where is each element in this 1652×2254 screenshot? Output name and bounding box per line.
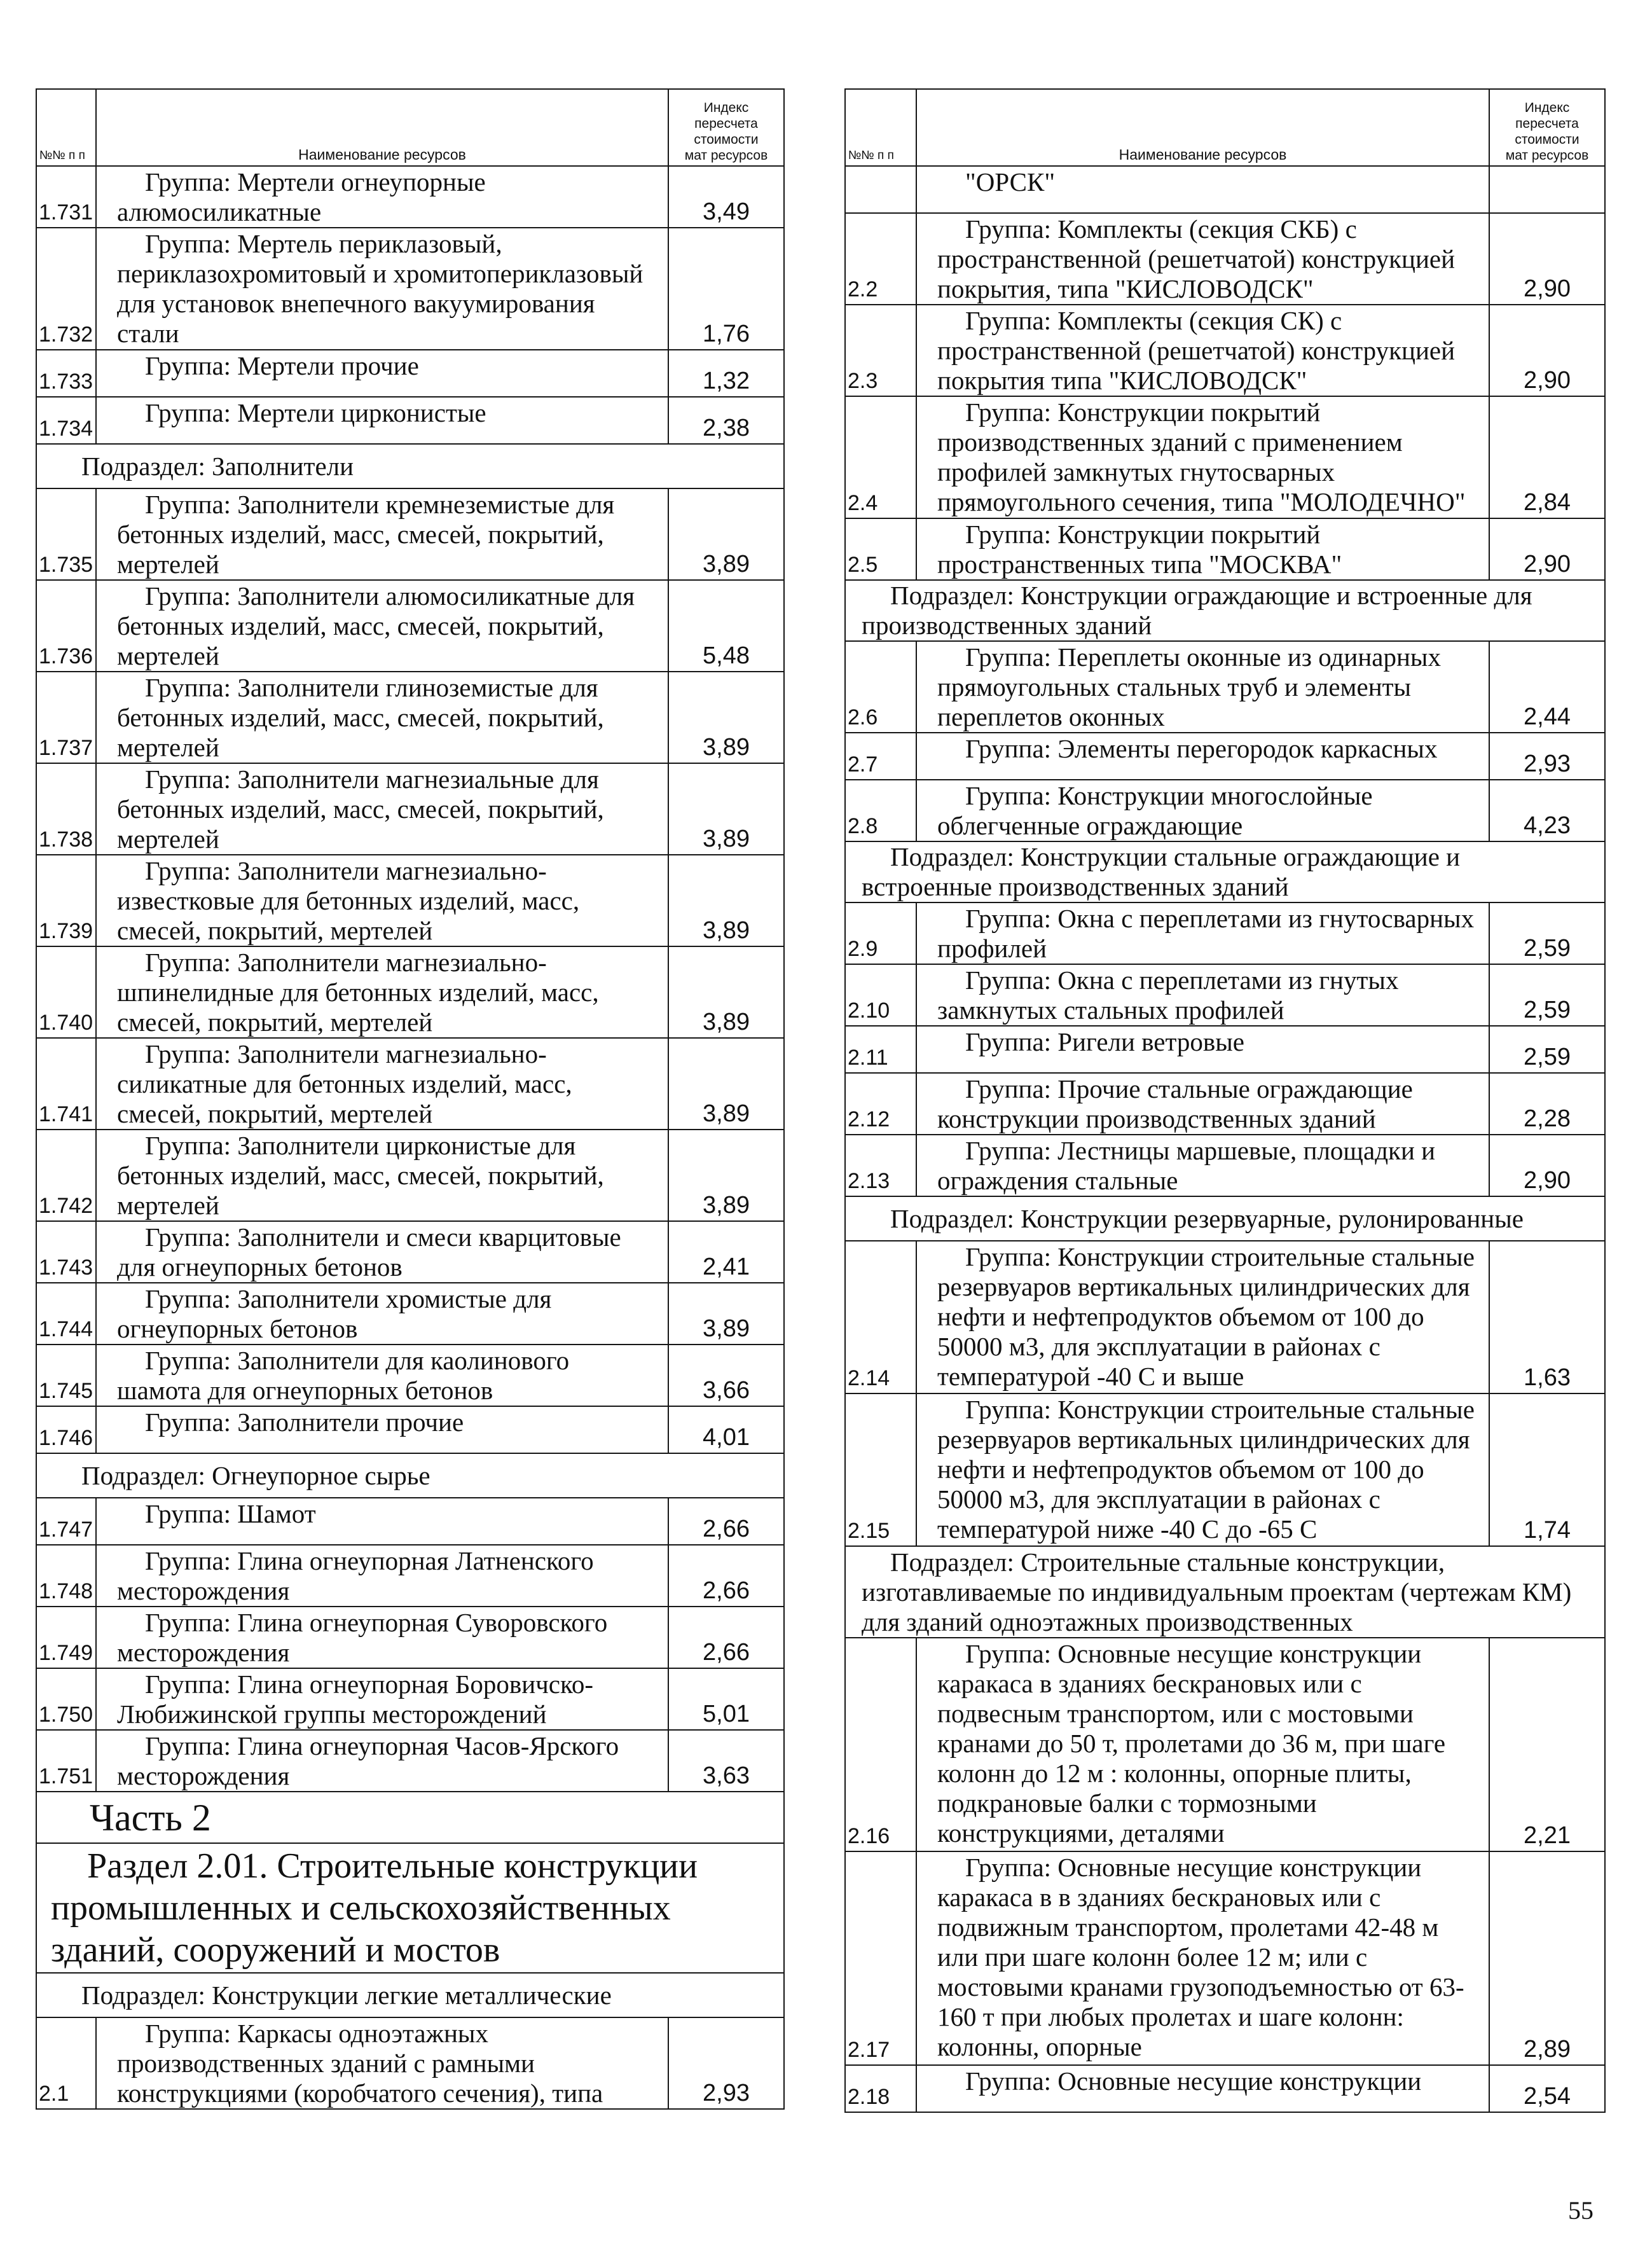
item-number: 2.9 bbox=[845, 902, 916, 964]
item-number: 2.4 bbox=[845, 396, 916, 518]
item-number: 1.749 bbox=[36, 1607, 96, 1668]
price-index: 2,59 bbox=[1489, 1026, 1605, 1073]
subsection-row bbox=[36, 444, 784, 488]
price-index: 2,44 bbox=[1489, 641, 1605, 733]
header-number: №№ п п bbox=[845, 89, 916, 166]
table-body bbox=[845, 166, 1605, 2112]
item-number: 2.7 bbox=[845, 733, 916, 780]
price-index: 2,59 bbox=[1489, 902, 1605, 964]
table-row bbox=[36, 1406, 784, 1453]
item-name: Группа: Ригели ветровые bbox=[916, 1026, 1489, 1073]
item-number: 2.16 bbox=[845, 1638, 916, 1851]
table-body bbox=[36, 166, 784, 2109]
subsection-row bbox=[36, 1453, 784, 1498]
price-index: 2,66 bbox=[668, 1545, 784, 1607]
price-index: 2,21 bbox=[1489, 1638, 1605, 1851]
price-index: 3,89 bbox=[668, 488, 784, 580]
price-index: 3,89 bbox=[668, 855, 784, 946]
price-index: 3,63 bbox=[668, 1730, 784, 1792]
item-name: Группа: Глина огнеупорная Боровичско- Любижинской группы месторождений bbox=[96, 1668, 668, 1730]
item-name: Группа: Комплекты (секция СК) с пространственной (решетчатой) конструкцией покрытия типа "КИСЛОВОДСК" bbox=[916, 305, 1489, 396]
table-row bbox=[36, 1668, 784, 1730]
item-name: Группа: Переплеты оконные из одинарных прямоугольных стальных труб и элементы переплетов оконных bbox=[916, 641, 1489, 733]
table-row bbox=[36, 1345, 784, 1406]
table-row bbox=[845, 213, 1605, 305]
item-number: 2.3 bbox=[845, 305, 916, 396]
item-number: 1.738 bbox=[36, 763, 96, 855]
header-name: Наименование ресурсов bbox=[916, 89, 1489, 166]
subsection-heading: Подраздел: Конструкции легкие металлические bbox=[36, 1973, 784, 2017]
item-name: Группа: Окна с переплетами из гнутых замкнутых стальных профилей bbox=[916, 964, 1489, 1026]
section-row bbox=[36, 1843, 784, 1973]
table-row bbox=[845, 1135, 1605, 1196]
item-name: Группа: Прочие стальные ограждающие конструкции производственных зданий bbox=[916, 1073, 1489, 1135]
item-name: Группа: Заполнители хромистые для огнеупорных бетонов bbox=[96, 1283, 668, 1345]
table-row bbox=[36, 763, 784, 855]
table-row bbox=[36, 1607, 784, 1668]
table-row bbox=[845, 1851, 1605, 2065]
subsection-heading: Подраздел: Конструкции резервуарные, рулонированные bbox=[845, 1196, 1605, 1241]
price-index: 2,41 bbox=[668, 1221, 784, 1283]
item-number: 1.751 bbox=[36, 1730, 96, 1792]
item-number: 1.733 bbox=[36, 350, 96, 397]
table-row bbox=[845, 641, 1605, 733]
item-number: 2.15 bbox=[845, 1393, 916, 1546]
price-index: 2,66 bbox=[668, 1607, 784, 1668]
item-number: 1.732 bbox=[36, 228, 96, 350]
price-index: 3,66 bbox=[668, 1345, 784, 1406]
table-row bbox=[36, 580, 784, 672]
price-index: 2,28 bbox=[1489, 1073, 1605, 1135]
price-index: 2,89 bbox=[1489, 1851, 1605, 2065]
item-name: Группа: Конструкции покрытий производственных зданий с применением профилей замкнутых гнутосварных прямоугольного сечения, типа "МОЛОДЕЧНО" bbox=[916, 396, 1489, 518]
table-row bbox=[845, 733, 1605, 780]
table-row bbox=[36, 855, 784, 946]
table-row bbox=[36, 166, 784, 228]
price-index: 1,76 bbox=[668, 228, 784, 350]
item-name: Группа: Заполнители и смеси кварцитовые для огнеупорных бетонов bbox=[96, 1221, 668, 1283]
item-number: 2.5 bbox=[845, 518, 916, 580]
item-number: 1.743 bbox=[36, 1221, 96, 1283]
table-row bbox=[36, 350, 784, 397]
header-name: Наименование ресурсов bbox=[96, 89, 668, 166]
item-name: Группа: Мертели прочие bbox=[96, 350, 668, 397]
item-name: Группа: Основные несущие конструкции bbox=[916, 2065, 1489, 2112]
price-index: 2,90 bbox=[1489, 1135, 1605, 1196]
item-name: Группа: Мертели цирконистые bbox=[96, 397, 668, 444]
item-number: 2.14 bbox=[845, 1241, 916, 1393]
price-index: 3,89 bbox=[668, 1038, 784, 1130]
table-row bbox=[845, 902, 1605, 964]
item-name: Группа: Конструкции строительные стальные резервуаров вертикальных цилиндрических для нефти и нефтепродуктов объемом от 100 до 50000 м3, для эксплуатации в районах с температурой ниже -40 С до -65 С bbox=[916, 1393, 1489, 1546]
item-name: Группа: Каркасы одноэтажных производственных зданий с рамными конструкциями (коробчатого сечения), типа bbox=[96, 2017, 668, 2109]
item-number: 1.750 bbox=[36, 1668, 96, 1730]
item-name: Группа: Конструкции покрытий пространственных типа "МОСКВА" bbox=[916, 518, 1489, 580]
item-name: Группа: Глина огнеупорная Суворовского месторождения bbox=[96, 1607, 668, 1668]
item-name: Группа: Глина огнеупорная Часов-Ярского месторождения bbox=[96, 1730, 668, 1792]
header-index: Индекс пересчета стоимости мат ресурсов bbox=[668, 89, 784, 166]
item-number: 2.1 bbox=[36, 2017, 96, 2109]
item-number: 2.11 bbox=[845, 1026, 916, 1073]
price-index: 1,74 bbox=[1489, 1393, 1605, 1546]
table-row bbox=[845, 305, 1605, 396]
item-name: Группа: Основные несущие конструкции каракаса в зданиях бескрановых или с подвесным транспортом, или с мостовыми кранами до 50 т, пролетами до 36 м, при шаге колонн до 12 м : колонны, опорные плиты, подкрановые балки с тормозными конструкциями, деталями bbox=[916, 1638, 1489, 1851]
item-number: 2.10 bbox=[845, 964, 916, 1026]
table-row bbox=[845, 1393, 1605, 1546]
resource-table-right bbox=[844, 88, 1606, 2113]
table-row bbox=[36, 1730, 784, 1792]
item-number: 1.740 bbox=[36, 946, 96, 1038]
item-name: Группа: Заполнители прочие bbox=[96, 1406, 668, 1453]
subsection-heading: Подраздел: Заполнители bbox=[36, 444, 784, 488]
price-index bbox=[1489, 166, 1605, 213]
price-index: 4,01 bbox=[668, 1406, 784, 1453]
item-number: 1.737 bbox=[36, 672, 96, 763]
item-name: Группа: Шамот bbox=[96, 1498, 668, 1545]
subsection-heading: Подраздел: Конструкции ограждающие и встроенные для производственных зданий bbox=[845, 580, 1605, 641]
table-row bbox=[845, 396, 1605, 518]
price-index: 3,89 bbox=[668, 672, 784, 763]
subsection-heading: Подраздел: Огнеупорное сырье bbox=[36, 1453, 784, 1498]
item-name: Группа: Заполнители магнезиально- известковые для бетонных изделий, масс, смесей, покрытий, мертелей bbox=[96, 855, 668, 946]
subsection-row bbox=[36, 1973, 784, 2017]
item-number: 1.739 bbox=[36, 855, 96, 946]
item-name: Группа: Глина огнеупорная Латненского месторождения bbox=[96, 1545, 668, 1607]
page-number: 55 bbox=[1568, 2196, 1593, 2225]
table-row bbox=[36, 228, 784, 350]
table-row bbox=[845, 1026, 1605, 1073]
item-number: 1.746 bbox=[36, 1406, 96, 1453]
item-name: Группа: Заполнители цирконистые для бетонных изделий, масс, смесей, покрытий, мертелей bbox=[96, 1130, 668, 1221]
item-number: 1.741 bbox=[36, 1038, 96, 1130]
item-number: 1.734 bbox=[36, 397, 96, 444]
price-index: 5,01 bbox=[668, 1668, 784, 1730]
price-index: 2,90 bbox=[1489, 213, 1605, 305]
price-index: 1,32 bbox=[668, 350, 784, 397]
item-number: 2.17 bbox=[845, 1851, 916, 2065]
table-header-row bbox=[36, 89, 784, 166]
resource-table-left bbox=[36, 88, 785, 2110]
price-index: 2,54 bbox=[1489, 2065, 1605, 2112]
item-number: 1.744 bbox=[36, 1283, 96, 1345]
table-row bbox=[845, 166, 1605, 213]
price-index: 3,89 bbox=[668, 946, 784, 1038]
price-index: 3,49 bbox=[668, 166, 784, 228]
price-index: 2,90 bbox=[1489, 305, 1605, 396]
item-number: 1.742 bbox=[36, 1130, 96, 1221]
subsection-row bbox=[845, 1196, 1605, 1241]
price-index: 2,90 bbox=[1489, 518, 1605, 580]
item-name: Группа: Комплекты (секция СКБ) с пространственной (решетчатой) конструкцией покрытия, типа "КИСЛОВОДСК" bbox=[916, 213, 1489, 305]
table-row bbox=[36, 1038, 784, 1130]
item-number: 1.735 bbox=[36, 488, 96, 580]
table-row bbox=[36, 672, 784, 763]
item-number: 1.736 bbox=[36, 580, 96, 672]
table-row bbox=[36, 1498, 784, 1545]
item-number: 1.731 bbox=[36, 166, 96, 228]
table-row bbox=[845, 780, 1605, 841]
table-row bbox=[36, 1545, 784, 1607]
part-heading: Часть 2 bbox=[36, 1792, 784, 1843]
price-index: 2,93 bbox=[1489, 733, 1605, 780]
subsection-row bbox=[845, 1546, 1605, 1638]
item-name: Группа: Элементы перегородок каркасных bbox=[916, 733, 1489, 780]
price-index: 2,84 bbox=[1489, 396, 1605, 518]
table-row bbox=[36, 488, 784, 580]
item-name: Группа: Заполнители алюмосиликатные для бетонных изделий, масс, смесей, покрытий, мертелей bbox=[96, 580, 668, 672]
table-row bbox=[845, 964, 1605, 1026]
price-index: 3,89 bbox=[668, 1283, 784, 1345]
price-index: 2,93 bbox=[668, 2017, 784, 2109]
item-name: Группа: Окна с переплетами из гнутосварных профилей bbox=[916, 902, 1489, 964]
subsection-heading: Подраздел: Строительные стальные конструкции, изготавливаемые по индивидуальным проектам (чертежам КМ) для зданий одноэтажных производственных bbox=[845, 1546, 1605, 1638]
item-name: Группа: Конструкции многослойные облегченные ограждающие bbox=[916, 780, 1489, 841]
item-name: Группа: Мертели огнеупорные алюмосиликатные bbox=[96, 166, 668, 228]
table-row bbox=[36, 946, 784, 1038]
price-index: 5,48 bbox=[668, 580, 784, 672]
item-name: Группа: Лестницы маршевые, площадки и ограждения стальные bbox=[916, 1135, 1489, 1196]
table-row bbox=[845, 518, 1605, 580]
price-index: 4,23 bbox=[1489, 780, 1605, 841]
price-index: 2,38 bbox=[668, 397, 784, 444]
price-index: 2,66 bbox=[668, 1498, 784, 1545]
item-number: 2.2 bbox=[845, 213, 916, 305]
table-row bbox=[36, 1221, 784, 1283]
item-name: Группа: Заполнители магнезиально- силикатные для бетонных изделий, масс, смесей, покрытий, мертелей bbox=[96, 1038, 668, 1130]
table-row bbox=[36, 1130, 784, 1221]
price-index: 3,89 bbox=[668, 1130, 784, 1221]
price-index: 1,63 bbox=[1489, 1241, 1605, 1393]
subsection-heading: Подраздел: Конструкции стальные ограждающие и встроенные производственных зданий bbox=[845, 841, 1605, 902]
part-row bbox=[36, 1792, 784, 1843]
item-number: 2.6 bbox=[845, 641, 916, 733]
table-row bbox=[36, 397, 784, 444]
item-number: 1.745 bbox=[36, 1345, 96, 1406]
section-heading: Раздел 2.01. Строительные конструкции промышленных и сельскохозяйственных зданий, сооружений и мостов bbox=[36, 1843, 784, 1973]
table-row bbox=[845, 1241, 1605, 1393]
subsection-row bbox=[845, 841, 1605, 902]
header-index: Индекс пересчета стоимости мат ресурсов bbox=[1489, 89, 1605, 166]
table-row bbox=[36, 2017, 784, 2109]
price-index: 2,59 bbox=[1489, 964, 1605, 1026]
item-number: 2.8 bbox=[845, 780, 916, 841]
item-name: Группа: Заполнители для каолинового шамота для огнеупорных бетонов bbox=[96, 1345, 668, 1406]
table-row bbox=[36, 1283, 784, 1345]
table-header-row bbox=[845, 89, 1605, 166]
price-index: 3,89 bbox=[668, 763, 784, 855]
header-number: №№ п п bbox=[36, 89, 96, 166]
table-row bbox=[845, 1638, 1605, 1851]
item-name: Группа: Мертель периклазовый, периклазохромитовый и хромитопериклазовый для установок внепечного вакуумирования стали bbox=[96, 228, 668, 350]
subsection-row bbox=[845, 580, 1605, 641]
item-number: 1.747 bbox=[36, 1498, 96, 1545]
item-number: 2.18 bbox=[845, 2065, 916, 2112]
item-number: 2.13 bbox=[845, 1135, 916, 1196]
item-name: Группа: Заполнители кремнеземистые для бетонных изделий, масс, смесей, покрытий, мертелей bbox=[96, 488, 668, 580]
table-row bbox=[845, 2065, 1605, 2112]
item-number bbox=[845, 166, 916, 213]
item-number: 2.12 bbox=[845, 1073, 916, 1135]
item-name: Группа: Заполнители глиноземистые для бетонных изделий, масс, смесей, покрытий, мертелей bbox=[96, 672, 668, 763]
item-name: "ОРСК" bbox=[916, 166, 1489, 213]
item-name: Группа: Конструкции строительные стальные резервуаров вертикальных цилиндрических для нефти и нефтепродуктов объемом от 100 до 50000 м3, для эксплуатации в районах с температурой -40 С и выше bbox=[916, 1241, 1489, 1393]
item-name: Группа: Заполнители магнезиально- шпинелидные для бетонных изделий, масс, смесей, покрытий, мертелей bbox=[96, 946, 668, 1038]
item-number: 1.748 bbox=[36, 1545, 96, 1607]
table-row bbox=[845, 1073, 1605, 1135]
item-name: Группа: Основные несущие конструкции каракаса в в зданиях бескрановых или с подвижным транспортом, пролетами 42-48 м или при шаге колонн более 12 м; или с мостовыми кранами грузоподъемностью от 63- 160 т при любых пролетах и шаге колонн: колонны, опорные bbox=[916, 1851, 1489, 2065]
item-name: Группа: Заполнители магнезиальные для бетонных изделий, масс, смесей, покрытий, мертелей bbox=[96, 763, 668, 855]
